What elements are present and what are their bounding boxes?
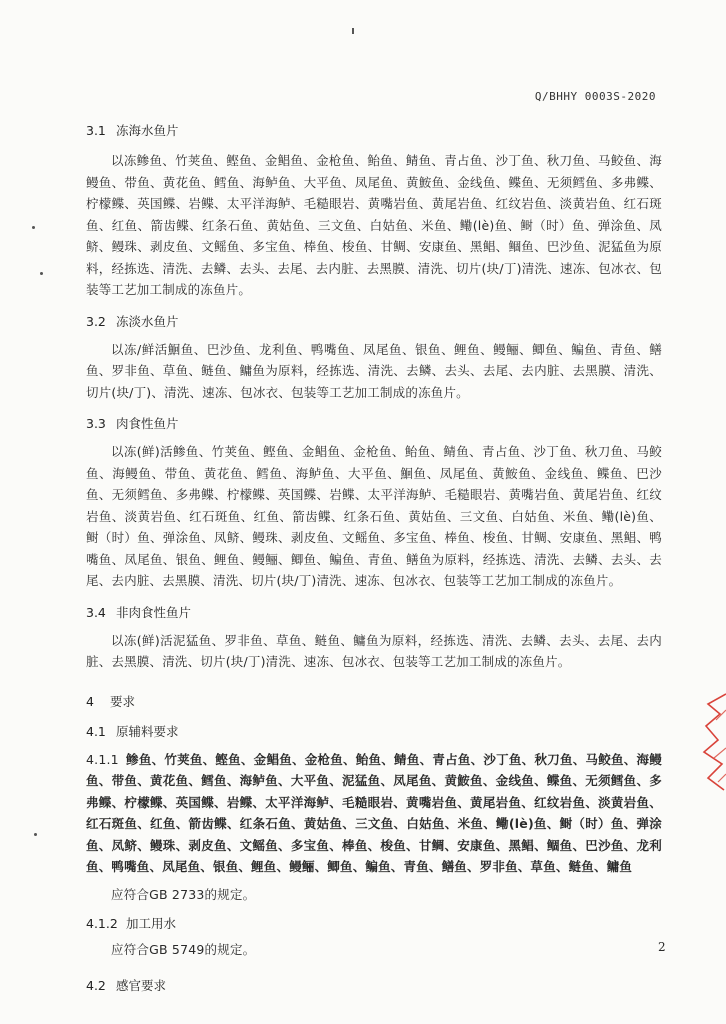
page-number: 2 (658, 940, 666, 954)
section-title: 冻淡水鱼片 (116, 313, 179, 329)
section-heading-3-2 (86, 313, 662, 331)
section-paragraph-4-1-1 (86, 749, 662, 878)
section-paragraph-3-3: 以冻(鲜)活鲹鱼、竹荚鱼、鲣鱼、金鲳鱼、金枪鱼、鲐鱼、鲭鱼、青占鱼、沙丁鱼、秋刀鱼、马鲛鱼、海鳗鱼、带鱼、黄花鱼、鳕鱼、海鲈鱼、大平鱼、鮰鱼、凤尾鱼、黄鮟鱼、金线鱼、鲽鱼、巴沙鱼、无须鳕鱼、多弗鲽、柠檬鲽、英国鲽、岩鲽、太平洋海鲈、毛糙眼岩、黄嘴岩鱼、黄尾岩鱼、红纹岩鱼、淡黄岩鱼、红石斑鱼、红鱼、箭齿鲽、红条石鱼、黄姑鱼、三文鱼、白姑鱼、米鱼、鳓(lè)鱼、鲥（时）鱼、弹涂鱼、凤鲚、鳗珠、剥皮鱼、文鳐鱼、多宝鱼、棒鱼、梭鱼、甘鲷、安康鱼、黑鲳、鸭嘴鱼、凤尾鱼、银鱼、鲤鱼、鳗鲡、鲫鱼、鳊鱼、青鱼、鳝鱼为原料，经拣选、清洗、去鳞、去头、去尾、去内脏、去黑膜、清洗、切片(块/丁)清洗、速冻、包冰衣、包装等工艺加工制成的冻鱼片。 (86, 444, 662, 588)
section-heading-4 (86, 693, 662, 711)
section-paragraph-3-1: 以冻鲹鱼、竹荚鱼、鲣鱼、金鲳鱼、金枪鱼、鲐鱼、鲭鱼、青占鱼、沙丁鱼、秋刀鱼、马鲛鱼、海鳗鱼、带鱼、黄花鱼、鳕鱼、海鲈鱼、大平鱼、凤尾鱼、黄鮟鱼、金线鱼、鲽鱼、无须鳕鱼、多弗鲽、柠檬鲽、英国鲽、岩鲽、太平洋海鲈、毛糙眼岩、黄嘴岩鱼、黄尾岩鱼、红纹岩鱼、淡黄岩鱼、红石斑鱼、红鱼、箭齿鲽、红条石鱼、黄姑鱼、三文鱼、白姑鱼、米鱼、鳓(lè)鱼、鲥（时）鱼、弹涂鱼、凤鲚、鳗珠、剥皮鱼、文鳐鱼、多宝鱼、棒鱼、梭鱼、甘鲷、安康鱼、黑鲳、鲴鱼、巴沙鱼、泥猛鱼为原料，经拣选、清洗、去鳞、去头、去尾、去内脏、去黑膜、清洗、切片(块/丁)清洗、速冻、包冰衣、包装等工艺加工制成的冻鱼片。 (86, 153, 662, 297)
raw-material-list: 鲹鱼、竹荚鱼、鲣鱼、金鲳鱼、金枪鱼、鲐鱼、鲭鱼、青占鱼、沙丁鱼、秋刀鱼、马鲛鱼、海鳗鱼、带鱼、黄花鱼、鳕鱼、海鲈鱼、大平鱼、泥猛鱼、凤尾鱼、黄鮟鱼、金线鱼、鲽鱼、无须鳕鱼、多弗鲽、柠檬鲽、英国鲽、岩鲽、太平洋海鲈、毛糙眼岩、黄嘴岩鱼、黄尾岩鱼、红纹岩鱼、淡黄岩鱼、红石斑鱼、红鱼、箭齿鲽、红条石鱼、黄姑鱼、三文鱼、白姑鱼、米鱼、鳓(lè)鱼、鲥（时）鱼、弹涂鱼、凤鲚、鳗珠、剥皮鱼、文鳐鱼、多宝鱼、棒鱼、梭鱼、甘鲷、安康鱼、黑鲳、鲴鱼、巴沙鱼、龙利鱼、鸭嘴鱼、凤尾鱼、银鱼、鲤鱼、鳗鲡、鲫鱼、鳊鱼、青鱼、鳝鱼、罗非鱼、草鱼、鲢鱼、鳙鱼 (86, 751, 662, 874)
scan-speck (40, 272, 43, 275)
section-number: 3.2 (86, 313, 106, 329)
section-number: 4.2 (86, 977, 106, 993)
section-title: 非肉食性鱼片 (116, 604, 192, 620)
section-title: 原辅料要求 (116, 723, 179, 739)
requirement-note-4-1-1: 应符合GB 2733的规定。 (111, 886, 256, 902)
scan-speck (32, 226, 35, 229)
section-heading-3-1 (86, 122, 662, 140)
section-heading-4-1-2 (86, 915, 662, 933)
section-title: 要求 (110, 693, 136, 709)
requirement-note-4-1-2: 应符合GB 5749的规定。 (111, 942, 256, 957)
scan-speck (352, 28, 354, 34)
red-stamp-edge (698, 690, 726, 800)
section-number: 4.1 (86, 723, 106, 739)
section-paragraph-3-2: 以冻/鲜活鮰鱼、巴沙鱼、龙利鱼、鸭嘴鱼、凤尾鱼、银鱼、鲤鱼、鳗鲡、鲫鱼、鳊鱼、青鱼、鳝鱼、罗非鱼、草鱼、鲢鱼、鳙鱼为原料，经拣选、清洗、去鳞、去头、去尾、去内脏、去黑膜、清洗、切片(块/丁)、清洗、速冻、包冰衣、包装等工艺加工制成的冻鱼片。 (86, 341, 662, 400)
section-number: 3.4 (86, 604, 106, 620)
scan-speck (34, 833, 37, 836)
section-heading-4-1 (86, 723, 662, 741)
document-body (86, 112, 662, 995)
section-heading-3-3 (86, 415, 662, 433)
section-title: 加工用水 (126, 916, 177, 931)
section-number: 4.1.1 (86, 751, 119, 767)
section-title: 感官要求 (116, 977, 167, 993)
section-number: 3.1 (86, 123, 106, 138)
section-heading-3-4 (86, 604, 662, 622)
section-number: 4.1.2 (86, 916, 118, 931)
standard-code: Q/BHHY 0003S-2020 (534, 90, 656, 103)
section-title: 冻海水鱼片 (116, 123, 179, 138)
section-paragraph-3-4: 以冻(鲜)活泥猛鱼、罗非鱼、草鱼、鲢鱼、鳙鱼为原料，经拣选、清洗、去鳞、去头、去尾、去内脏、去黑膜、清洗、切片(块/丁)清洗、速冻、包冰衣、包装等工艺加工制成的冻鱼片。 (86, 632, 662, 669)
section-number: 3.3 (86, 416, 106, 431)
section-heading-4-2 (86, 977, 662, 995)
section-title: 肉食性鱼片 (116, 416, 179, 431)
section-number: 4 (86, 693, 94, 709)
